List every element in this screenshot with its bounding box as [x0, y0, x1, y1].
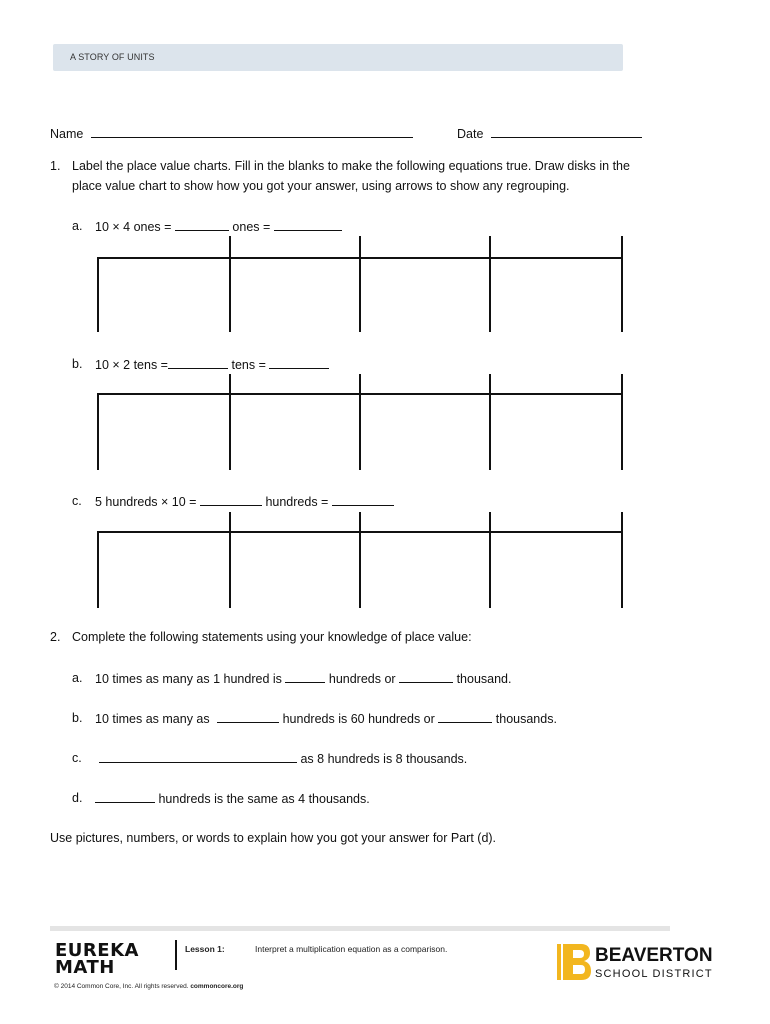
q1c-equation [95, 494, 394, 509]
q1a-letter: a. [72, 219, 83, 233]
district-sub: SCHOOL DISTRICT [595, 968, 713, 980]
q2a-letter: a. [72, 671, 83, 685]
q1b-part2: tens = [231, 358, 266, 372]
q2b-part1: 10 times as many as [95, 712, 210, 726]
eureka-math-logo [55, 942, 139, 976]
q2b-letter: b. [72, 711, 83, 725]
q1a-blank1[interactable] [175, 219, 229, 231]
q2a-blank1[interactable] [285, 671, 325, 683]
q2b-blank1[interactable] [217, 711, 279, 723]
q1-text-line2: place value chart to show how you got your answer, using arrows to show any regrouping. [72, 179, 570, 193]
header-banner [53, 44, 623, 71]
q1a-equation [95, 219, 342, 234]
q1b-blank2[interactable] [269, 357, 329, 369]
q1c-blank1[interactable] [200, 494, 262, 506]
lesson-title: Interpret a multiplication equation as a comparison. [255, 944, 448, 954]
copyright-link[interactable]: commoncore.org [190, 983, 244, 990]
q1c-letter: c. [72, 494, 82, 508]
copyright-text: © 2014 Common Core, Inc. All rights reserved. [54, 983, 189, 990]
q2b-part2: hundreds is 60 hundreds or [282, 712, 435, 726]
q1c-part2: hundreds = [265, 495, 329, 509]
q2d-part1: hundreds is the same as 4 thousands. [158, 792, 370, 806]
name-row [50, 126, 413, 141]
q2c-letter: c. [72, 751, 82, 765]
place-value-chart-b[interactable] [97, 374, 623, 470]
q2a-statement [95, 671, 511, 686]
q2c-part1: as 8 hundreds is 8 thousands. [300, 752, 468, 766]
date-row [457, 126, 642, 141]
q1b-blank1[interactable] [168, 357, 228, 369]
q2a-blank2[interactable] [399, 671, 453, 683]
name-field[interactable] [91, 126, 413, 138]
q1a-blank2[interactable] [274, 219, 342, 231]
q2d-statement [95, 791, 370, 806]
footer-separator [175, 940, 177, 970]
logo-line2: MATH [55, 957, 115, 978]
q1b-equation [95, 357, 329, 372]
q1b-part1: 10 × 2 tens = [95, 358, 168, 372]
q2c-blank1[interactable] [99, 751, 297, 763]
q1-text-line1: Label the place value charts. Fill in the blanks to make the following equations true. Draw disks in the [72, 159, 630, 173]
place-value-chart-a[interactable] [97, 236, 623, 332]
q2-explain: Use pictures, numbers, or words to explain how you got your answer for Part (d). [50, 831, 497, 845]
place-value-chart-c[interactable] [97, 512, 623, 608]
lesson-label: Lesson 1: [185, 944, 225, 954]
q2d-blank1[interactable] [95, 791, 155, 803]
date-field[interactable] [491, 126, 642, 138]
q2a-part3: thousand. [456, 672, 512, 686]
q2c-statement [99, 751, 467, 766]
q2b-statement [95, 711, 557, 726]
q2-intro: Complete the following statements using your knowledge of place value: [72, 630, 472, 644]
q2b-part3: thousands. [495, 712, 557, 726]
q1c-blank2[interactable] [332, 494, 394, 506]
q1b-letter: b. [72, 357, 83, 371]
q2a-part1: 10 times as many as 1 hundred is [95, 672, 282, 686]
q2-number: 2. [50, 630, 61, 644]
district-name: BEAVERTON [595, 945, 713, 966]
name-label: Name [50, 127, 84, 141]
q2b-blank2[interactable] [438, 711, 492, 723]
footer-divider-bar [50, 926, 670, 931]
q2a-part2: hundreds or [328, 672, 396, 686]
q1c-part1: 5 hundreds × 10 = [95, 495, 197, 509]
logo-line1: EUREKA [55, 940, 139, 961]
copyright [54, 983, 243, 990]
banner-title: A STORY OF UNITS [70, 52, 155, 62]
beaverton-b-icon [557, 944, 591, 980]
q1-number: 1. [50, 159, 61, 173]
date-label: Date [457, 127, 484, 141]
q1a-part1: 10 × 4 ones = [95, 220, 172, 234]
q2d-letter: d. [72, 791, 83, 805]
q1a-part2: ones = [232, 220, 271, 234]
